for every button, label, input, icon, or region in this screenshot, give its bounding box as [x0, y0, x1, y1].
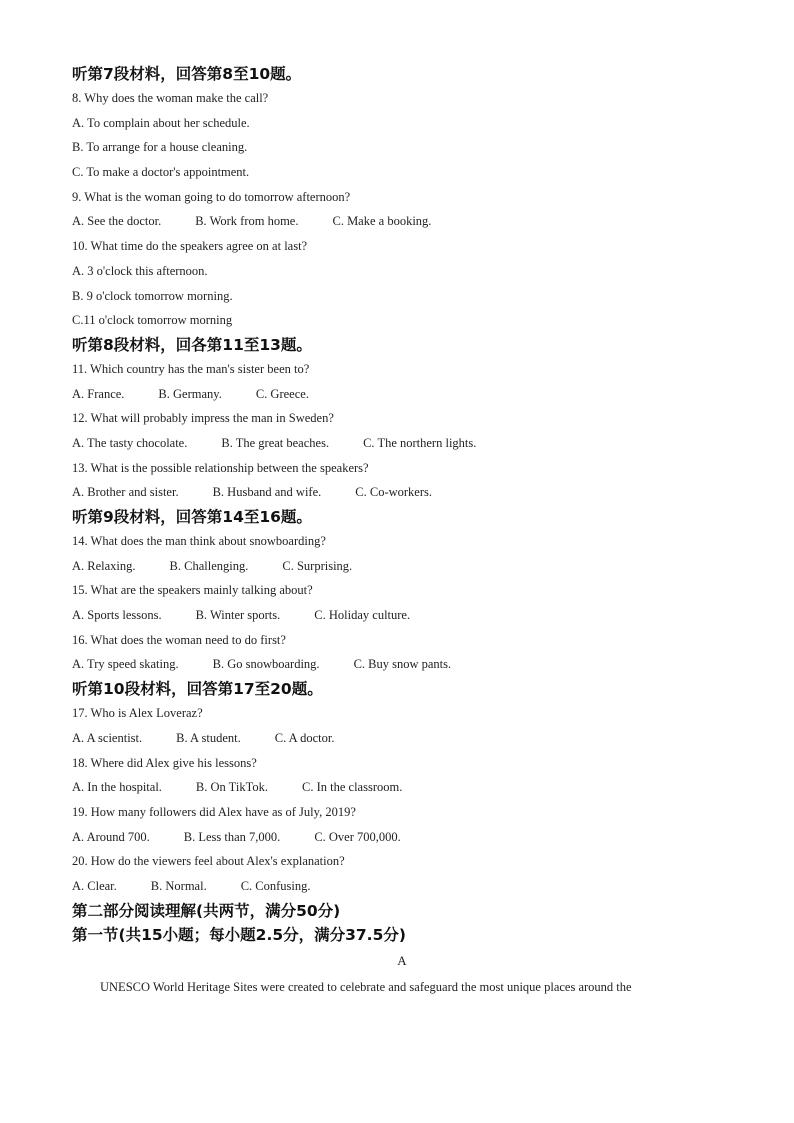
- answer-option: C. In the classroom.: [302, 780, 403, 795]
- answer-option: C. Buy snow pants.: [353, 657, 452, 672]
- options-row: [72, 554, 732, 579]
- question-text: 15. What are the speakers mainly talking about?: [72, 583, 313, 598]
- answer-option: B. Germany.: [158, 386, 222, 401]
- answer-option: B. Normal.: [150, 878, 207, 893]
- answer-option: B. To arrange for a house cleaning.: [72, 140, 248, 155]
- answer-option: B. On TikTok.: [195, 780, 268, 795]
- part-title: 第二部分阅读理解(共两节，满分50分): [72, 901, 341, 920]
- question-text: 17. Who is Alex Loveraz?: [72, 706, 203, 721]
- options-row: [72, 825, 732, 850]
- answer-option: B. Go snowboarding.: [212, 657, 320, 672]
- answer-option: C. A doctor.: [274, 730, 335, 745]
- passage-label: A: [397, 952, 407, 968]
- question-text: 14. What does the man think about snowboarding?: [72, 534, 326, 548]
- answer-option: A. Relaxing.: [72, 558, 136, 573]
- answer-option: A. France.: [72, 386, 125, 401]
- answer-option: C. Greece.: [255, 386, 309, 401]
- answer-option: C. Confusing.: [240, 878, 311, 893]
- passage-text: UNESCO World Heritage Sites were created to celebrate and safeguard the most unique places around the: [100, 979, 632, 994]
- answer-option: B. Challenging.: [169, 558, 249, 573]
- options-row: [72, 652, 732, 677]
- part-subtitle: 第一节(共15小题；每小题2.5分，满分37.5分): [72, 925, 406, 944]
- answer-option: A. To complain about her schedule.: [72, 115, 250, 130]
- answer-option: B. Work from home.: [195, 214, 299, 229]
- answer-option: B. Husband and wife.: [212, 485, 322, 500]
- answer-option: B. A student.: [176, 730, 241, 745]
- answer-option: C. Co-workers.: [355, 485, 432, 500]
- answer-option: B. The great beaches.: [221, 435, 330, 450]
- options-row: [72, 874, 732, 899]
- answer-option: A. Brother and sister.: [72, 485, 179, 500]
- answer-option: B. Less than 7,000.: [183, 829, 281, 844]
- options-row: [72, 382, 732, 407]
- options-row: [72, 603, 732, 628]
- answer-option: C. The northern lights.: [363, 435, 477, 450]
- answer-option: C. Make a booking.: [332, 214, 432, 229]
- options-row: [72, 209, 732, 234]
- section-heading: 听第10段材料，回答第17至20题。: [72, 680, 323, 699]
- answer-option: A. See the doctor.: [72, 214, 162, 229]
- answer-option: B. Winter sports.: [195, 608, 281, 623]
- answer-option: C.11 o'clock tomorrow morning: [72, 313, 233, 328]
- answer-option: A. Try speed skating.: [72, 657, 179, 672]
- answer-option: A. 3 o'clock this afternoon.: [72, 263, 208, 278]
- answer-option: A. Clear.: [72, 878, 117, 893]
- question-text: 11. Which country has the man's sister been to?: [72, 361, 310, 376]
- answer-option: C. Surprising.: [282, 558, 353, 573]
- answer-option: A. A scientist.: [72, 730, 143, 745]
- question-text: 10. What time do the speakers agree on at last?: [72, 239, 308, 254]
- answer-option: A. In the hospital.: [72, 780, 162, 795]
- question-text: 13. What is the possible relationship between the speakers?: [72, 460, 369, 475]
- answer-option: A. Around 700.: [72, 829, 150, 844]
- options-row: [72, 431, 732, 456]
- answer-option: A. The tasty chocolate.: [72, 435, 188, 450]
- section-heading: 听第8段材料，回各第11至13题。: [72, 335, 312, 354]
- section-heading: 听第9段材料，回答第14至16题。: [72, 508, 312, 526]
- answer-option: C. Holiday culture.: [314, 608, 411, 623]
- section-heading: 听第7段材料，回答第8至10题。: [72, 65, 302, 83]
- answer-option: A. Sports lessons.: [72, 608, 162, 623]
- question-text: 8. Why does the woman make the call?: [72, 91, 269, 105]
- options-row: [72, 480, 732, 505]
- question-text: 16. What does the woman need to do first?: [72, 632, 286, 647]
- question-text: 18. Where did Alex give his lessons?: [72, 755, 257, 770]
- options-row: [72, 726, 732, 751]
- question-text: 19. How many followers did Alex have as of July, 2019?: [72, 804, 356, 819]
- question-text: 9. What is the woman going to do tomorrow afternoon?: [72, 189, 351, 204]
- question-text: 20. How do the viewers feel about Alex's explanation?: [72, 854, 345, 869]
- question-text: 12. What will probably impress the man in Sweden?: [72, 411, 334, 426]
- exam-content: [72, 62, 732, 999]
- options-row: [72, 775, 732, 800]
- answer-option: C. To make a doctor's appointment.: [72, 165, 250, 180]
- answer-option: C. Over 700,000.: [314, 829, 401, 844]
- answer-option: B. 9 o'clock tomorrow morning.: [72, 288, 233, 303]
